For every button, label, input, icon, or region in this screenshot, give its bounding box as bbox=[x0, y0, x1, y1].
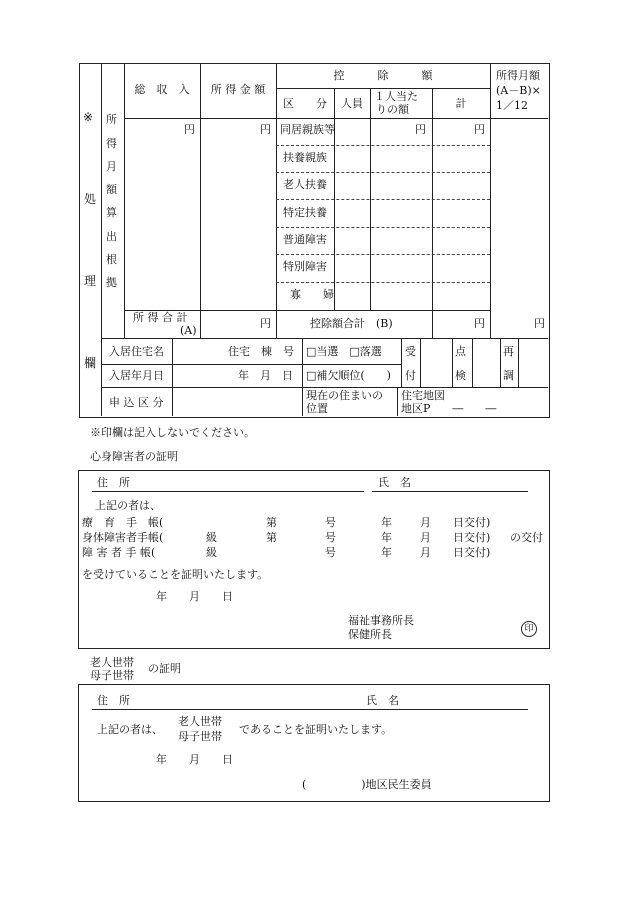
deduction-total-label: 控除額合計 (B) bbox=[310, 317, 393, 330]
deduction-row-label: 老人扶養 bbox=[283, 178, 327, 191]
header-per-person: １人当た bbox=[374, 90, 418, 103]
receipt-1: 受 bbox=[405, 345, 416, 358]
household-title-1: 老人世帯 bbox=[90, 656, 134, 669]
house-fields: 住宅 棟 号 bbox=[228, 345, 294, 358]
household-title-suffix: の証明 bbox=[148, 662, 181, 675]
header-income-amount: 所 得 金 額 bbox=[210, 83, 266, 96]
issued-suffix: の交付 bbox=[510, 531, 543, 544]
notebook-no: 第 bbox=[266, 531, 277, 544]
inner-label-char: 額 bbox=[106, 183, 117, 196]
yen-unit: 円 bbox=[474, 123, 485, 136]
map-label: 住宅地図 bbox=[401, 389, 445, 402]
deduction-row-label: 扶養親族 bbox=[283, 151, 327, 164]
check-1: 点 bbox=[455, 345, 466, 358]
deduction-row-label: 特定扶養 bbox=[283, 206, 327, 219]
side-label-char: 理 bbox=[84, 274, 97, 288]
disability-date: 年 月 日 bbox=[156, 590, 233, 603]
header-monthly-3: 1／12 bbox=[496, 99, 528, 112]
notebook-issue: 号 bbox=[325, 531, 336, 544]
inner-label-char: 所 bbox=[106, 113, 117, 126]
issuer-welfare: 福祉事務所長 bbox=[348, 614, 414, 627]
notebook-label: 療 育 手 帳( bbox=[82, 516, 164, 529]
header-monthly: 所得月額 bbox=[496, 69, 540, 82]
notebook-issue: 号 bbox=[325, 546, 336, 559]
notebook-grade: 級 bbox=[206, 531, 217, 544]
notebook-year: 年 bbox=[381, 546, 392, 559]
disability-certify: を受けていることを証明いたします。 bbox=[82, 568, 269, 581]
disability-address-label: 住 所 bbox=[97, 476, 130, 489]
side-label-char: 欄 bbox=[84, 356, 97, 370]
recheck-1: 再 bbox=[503, 345, 514, 358]
issuer-health: 保健所長 bbox=[348, 628, 392, 641]
household-choice-2: 母子世帯 bbox=[178, 730, 222, 743]
deduction-row-label: 特別障害 bbox=[283, 260, 327, 273]
notebook-month: 月 bbox=[420, 516, 431, 529]
notebook-grade: 級 bbox=[206, 546, 217, 559]
notebook-label: 身体障害者手帳( bbox=[82, 531, 164, 544]
yen-unit: 円 bbox=[260, 317, 271, 330]
check-2: 検 bbox=[455, 369, 466, 382]
disability-name-line bbox=[372, 491, 528, 492]
deduction-row-label: 普通障害 bbox=[283, 233, 327, 246]
note-text: ※印欄は記入しないでください。 bbox=[90, 426, 255, 439]
notebook-label: 障 害 者 手 帳( bbox=[82, 546, 156, 559]
notebook-day: 日交付) bbox=[453, 531, 491, 544]
committee-label: ( )地区民生委員 bbox=[302, 778, 432, 791]
header-sum: 計 bbox=[455, 97, 467, 110]
inner-label-char: 拠 bbox=[106, 276, 117, 289]
inner-label-char: 根 bbox=[106, 253, 117, 266]
disability-address-line bbox=[92, 491, 364, 492]
side-label-char: 処 bbox=[84, 192, 97, 206]
household-name-label: 氏 名 bbox=[366, 694, 399, 707]
yen-unit: 円 bbox=[184, 123, 195, 136]
marker: ※ bbox=[83, 110, 94, 124]
yen-unit: 円 bbox=[474, 317, 485, 330]
household-address-label: 住 所 bbox=[97, 694, 130, 707]
notebook-no: 第 bbox=[266, 516, 277, 529]
yen-unit: 円 bbox=[534, 317, 545, 330]
household-above: 上記の者は、 bbox=[97, 723, 163, 736]
yen-unit: 円 bbox=[260, 123, 271, 136]
inner-label-char: 得 bbox=[106, 137, 117, 150]
household-title-2: 母子世帯 bbox=[90, 669, 134, 682]
notebook-year: 年 bbox=[381, 531, 392, 544]
inner-label-char: 出 bbox=[106, 230, 117, 243]
household-certify: であることを証明いたします。 bbox=[239, 723, 393, 736]
seal-icon: 印 bbox=[521, 621, 537, 637]
header-persons: 人員 bbox=[341, 97, 363, 110]
household-name-line bbox=[360, 709, 528, 710]
inner-label-char: 算 bbox=[106, 206, 117, 219]
inner-label-char: 月 bbox=[106, 160, 117, 173]
deduction-row-label: 同居親族等 bbox=[280, 123, 335, 136]
deduction-row-label: 寡 婦 bbox=[290, 288, 334, 301]
current-address-label-2: 位置 bbox=[306, 402, 328, 415]
current-address-label: 現在の住まいの bbox=[306, 389, 383, 402]
notebook-day: 日交付) bbox=[453, 546, 491, 559]
header-category: 区 分 bbox=[283, 97, 327, 110]
income-total-label: 所 得 合 計 bbox=[133, 311, 188, 324]
date-fields: 年 月 日 bbox=[238, 369, 293, 382]
notebook-year: 年 bbox=[381, 516, 392, 529]
income-total-label-2: (A) bbox=[180, 324, 197, 337]
header-monthly-2: (A－B)× bbox=[496, 84, 541, 97]
household-date: 年 月 日 bbox=[156, 753, 233, 766]
header-per-person-2: りの額 bbox=[376, 103, 409, 116]
notebook-month: 月 bbox=[420, 546, 431, 559]
household-address-line bbox=[92, 709, 364, 710]
elected-checkboxes: □当選 □落選 bbox=[306, 345, 382, 358]
disability-name-label: 氏 名 bbox=[378, 476, 411, 489]
disability-above: 上記の者は、 bbox=[95, 499, 161, 512]
map-label-2: 地区P ― ― bbox=[401, 402, 497, 415]
header-deduction: 控 除 額 bbox=[333, 69, 433, 82]
recheck-2: 調 bbox=[503, 369, 514, 382]
move-in-house-label: 入居住宅名 bbox=[109, 345, 164, 358]
notebook-month: 月 bbox=[420, 531, 431, 544]
yen-unit: 円 bbox=[415, 123, 426, 136]
household-choice-1: 老人世帯 bbox=[178, 715, 222, 728]
notebook-issue: 号 bbox=[325, 516, 336, 529]
disability-title: 心身障害者の証明 bbox=[90, 450, 178, 463]
header-total-income: 総 収 入 bbox=[134, 83, 190, 96]
notebook-day: 日交付) bbox=[453, 516, 491, 529]
application-type-label: 申 込 区 分 bbox=[109, 396, 164, 409]
waitlist-checkbox: □補欠順位( ) bbox=[306, 369, 391, 382]
receipt-2: 付 bbox=[405, 369, 416, 382]
move-in-date-label: 入居年月日 bbox=[109, 369, 164, 382]
